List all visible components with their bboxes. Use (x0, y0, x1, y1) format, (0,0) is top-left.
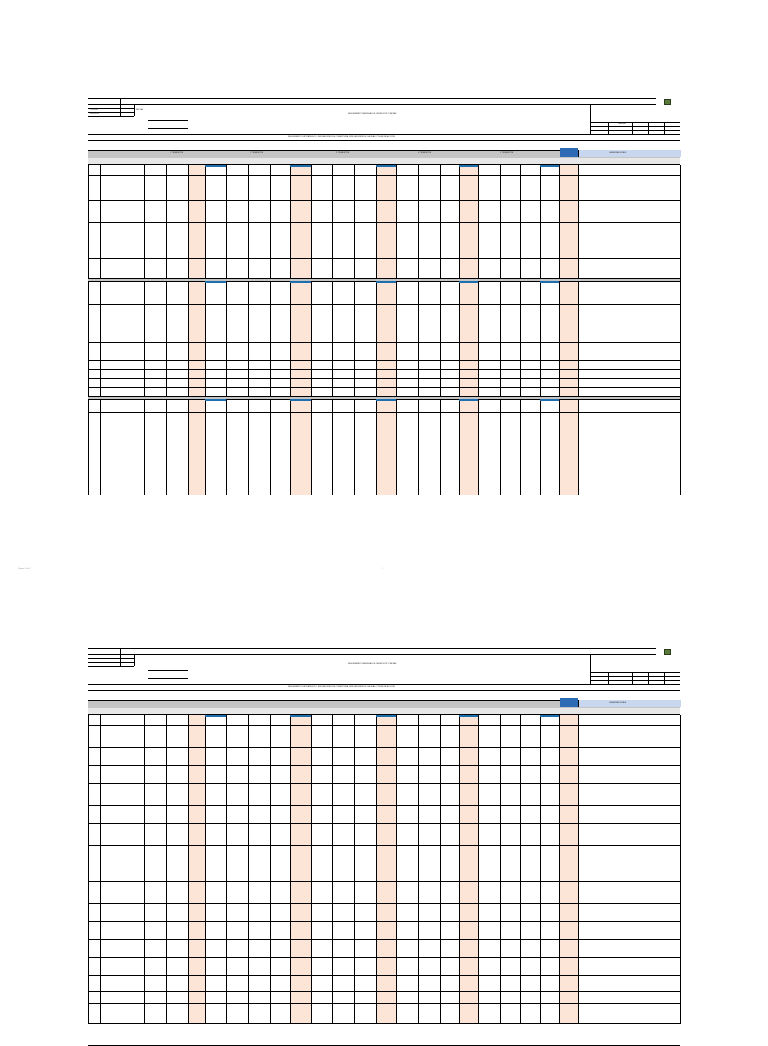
section-marker (540, 281, 559, 283)
table-row (88, 921, 680, 922)
spreadsheet-page-one (88, 98, 680, 495)
highlight-column (459, 165, 478, 495)
section-marker (376, 281, 396, 283)
highlight-marker-icon (560, 148, 578, 157)
table-row (88, 412, 680, 413)
table-row (88, 378, 680, 379)
footer-center: 1 (382, 568, 384, 570)
sheet-title: SEGUIMIENTO MENSUAL DE OBJETIVOS Y METAS (348, 113, 397, 115)
section-marker (459, 165, 478, 167)
company-logo (656, 98, 680, 108)
highlight-column (290, 165, 311, 495)
table-row (88, 304, 680, 305)
period-label-4: 4 TRIMESTRE (418, 152, 432, 154)
section-marker (205, 715, 226, 717)
table-row (88, 881, 680, 882)
table-row (88, 342, 680, 343)
section-marker (459, 281, 478, 283)
highlight-column (376, 715, 396, 1024)
sheet-header (88, 98, 680, 146)
highlight-column (559, 165, 578, 495)
footer-left: Pagina 1 de 2 (18, 568, 31, 570)
sheet-title-2: SEGUIMIENTO MENSUAL DE OBJETIVOS Y METAS (348, 663, 397, 665)
highlight-column (459, 715, 478, 1024)
section-marker (290, 281, 311, 283)
period-label-2: 2 TRIMESTRE (250, 152, 264, 154)
page-label: PAGINA (618, 123, 626, 125)
highlight-column (376, 165, 396, 495)
table-row (88, 845, 680, 846)
section-marker (376, 165, 396, 167)
table-row (88, 991, 680, 992)
data-table-body (88, 165, 680, 495)
table-row (88, 222, 680, 223)
section-marker (290, 399, 311, 401)
section-marker (205, 165, 226, 167)
sheet-header-2 (88, 648, 680, 696)
section-marker (376, 399, 396, 401)
code-label: CODIGO (90, 109, 99, 111)
highlight-column (290, 715, 311, 1024)
table-row (88, 369, 680, 370)
period-label-3: 3 TRIMESTRE (336, 152, 350, 154)
spreadsheet-page-two (88, 648, 680, 1024)
highlight-column (188, 715, 205, 1024)
table-row (88, 175, 680, 176)
highlight-column (188, 165, 205, 495)
observations-header: OBSERVACIONES (578, 150, 681, 157)
table-row (88, 360, 680, 361)
period-label-5: 5 TRIMESTRE (500, 152, 514, 154)
section-marker (540, 165, 559, 167)
highlight-column (559, 715, 578, 1024)
company-logo-2 (656, 648, 680, 658)
highlight-marker-icon-2 (560, 698, 578, 707)
table-row (88, 258, 680, 259)
section-marker (459, 715, 478, 717)
section-marker (540, 399, 559, 401)
table-row (88, 387, 680, 388)
table-row (88, 200, 680, 201)
objective-banner: SEGUIMIENTO ESTRATEGICO, INDICADORES DE COBERTURA, INDICADORES DE CALIDAD Y PLAN DE ACCION (288, 136, 395, 138)
column-subheaders (88, 158, 680, 165)
observations-header-2: OBSERVACIONES (578, 700, 681, 707)
table-row (88, 783, 680, 784)
table-row (88, 805, 680, 806)
section-marker (290, 715, 311, 717)
section-marker (376, 715, 396, 717)
table-row (88, 765, 680, 766)
period-label-1: 1 TRIMESTRE (170, 152, 184, 154)
table-row (88, 939, 680, 940)
table-row (88, 747, 680, 748)
table-row (88, 975, 680, 976)
section-marker (205, 399, 226, 401)
table-row (88, 823, 680, 824)
column-subheaders-2 (88, 708, 680, 715)
table-row (88, 903, 680, 904)
table-row (88, 957, 680, 958)
section-marker (205, 281, 226, 283)
section-marker (459, 399, 478, 401)
data-table-body-2 (88, 715, 680, 1024)
version-label: VERSION (90, 113, 100, 115)
table-row (88, 1003, 680, 1004)
objective-banner-2: SEGUIMIENTO ESTRATEGICO, INDICADORES DE COBERTURA, INDICADORES DE CALIDAD Y PLAN DE ACCION (288, 686, 395, 688)
section-marker (540, 715, 559, 717)
section-marker (290, 165, 311, 167)
date-label: FECHA (136, 109, 143, 111)
table-row (88, 725, 680, 726)
